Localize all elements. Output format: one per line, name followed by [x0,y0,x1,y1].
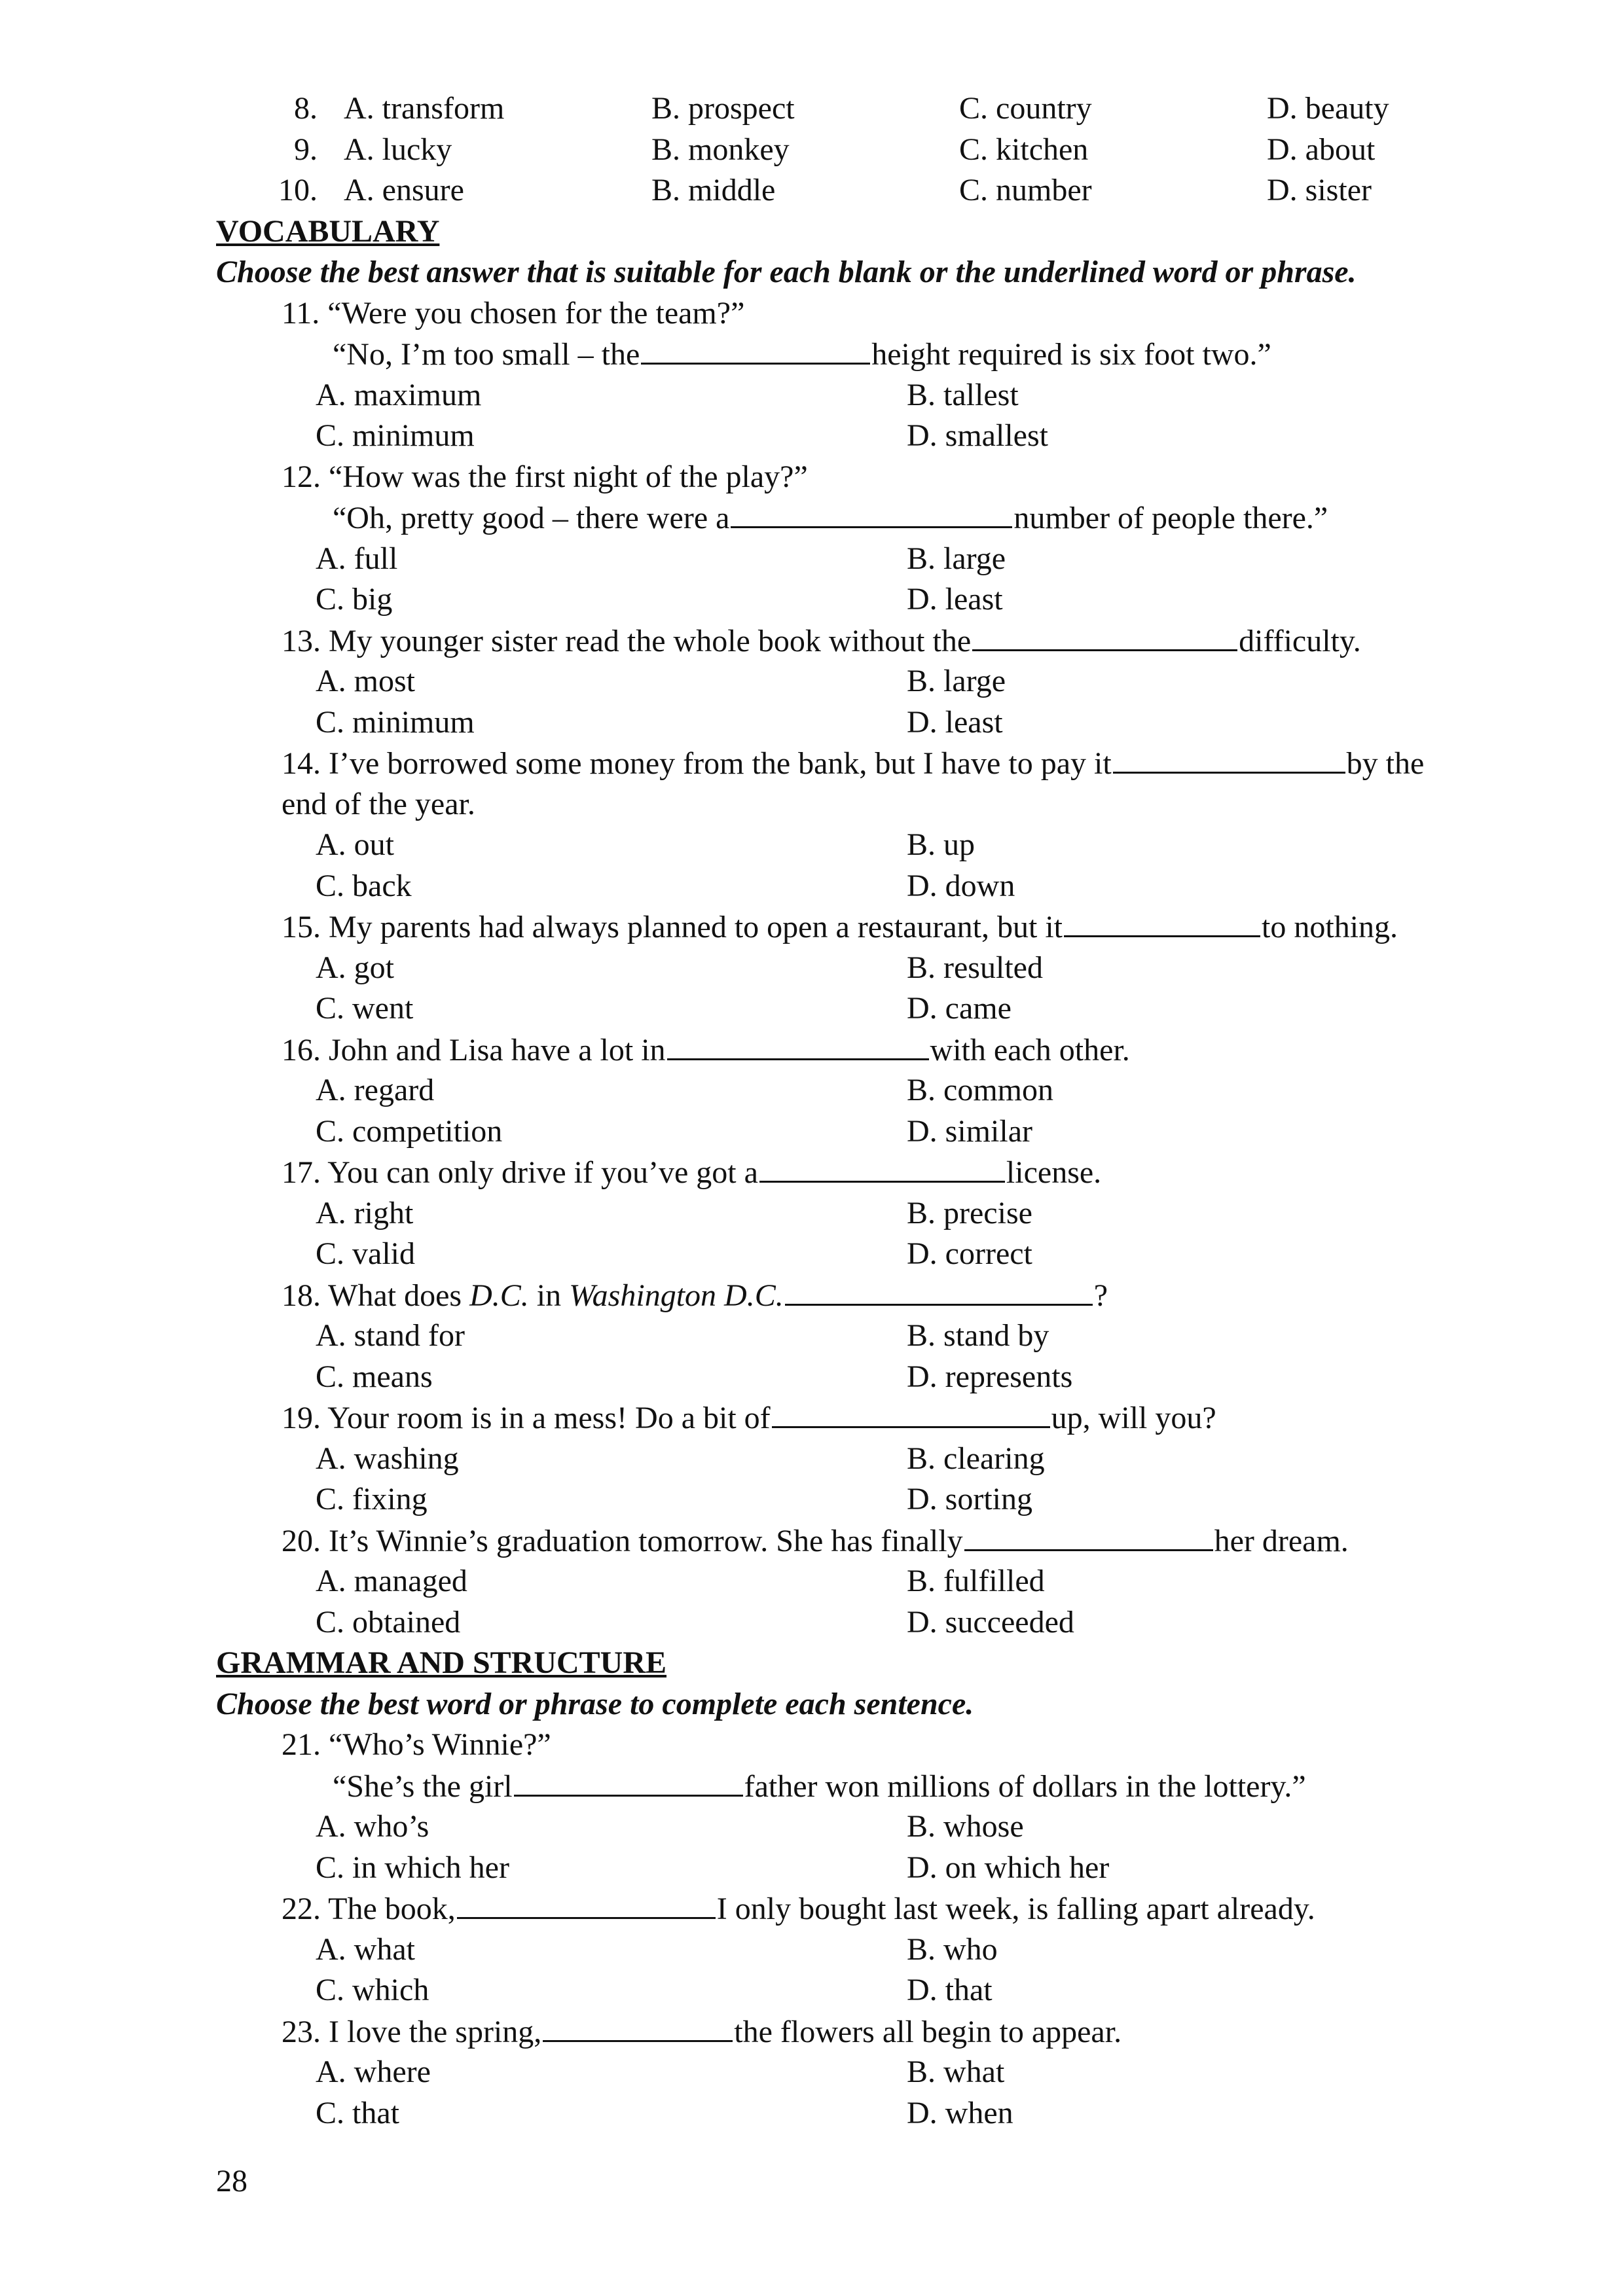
option-c: C. valid [316,1236,415,1271]
option-b: B. tallest [907,377,1019,412]
option-c: C. country [959,91,1092,126]
option-d: D. on which her [907,1850,1110,1885]
question-text-after: father won millions of dollars in the lottery.” [744,1768,1306,1804]
answer-blank [964,1520,1213,1551]
option-a: A. washing [316,1441,459,1476]
question-text [333,1766,1306,1808]
options-row [216,1234,1578,1275]
option-b: B. fulfilled [907,1564,1045,1598]
question-text-before: 20. It’s Winnie’s graduation tomorrow. She has finally [282,1523,963,1558]
options-row [216,1479,1578,1520]
option-d: D. least [907,582,1003,617]
question-text [282,1520,1349,1562]
question-text-after: by the [1346,746,1425,781]
option-a: A. managed [316,1564,467,1598]
option-b: B. whose [907,1809,1024,1844]
options-row [216,702,1578,744]
option-b: B. who [907,1931,998,1967]
answer-blank [1113,743,1345,774]
question-text-after: license. [1006,1155,1102,1190]
question-text-after: up, will you? [1051,1401,1216,1435]
option-b: B. resulted [907,950,1043,985]
section-heading-row [216,211,1578,253]
question-text: 21. “Who’s Winnie?” [282,1727,551,1762]
options-row [216,2052,1578,2093]
question-11-line2 [216,334,1578,375]
option-a: A. who’s [316,1809,429,1844]
question-text [282,2011,1122,2053]
option-c: C. which [316,1973,429,2007]
vocabulary-instruction: Choose the best answer that is suitable for each blank or the underlined word or phrase. [216,255,1357,289]
question-22 [216,1888,1578,1929]
option-d: D. beauty [1267,91,1389,126]
question-text [282,1152,1101,1194]
question-text-before: 16. John and Lisa have a lot in [282,1032,666,1067]
options-row [216,1357,1578,1398]
option-b: B. clearing [907,1441,1045,1476]
question-17 [216,1152,1578,1193]
question-19 [216,1397,1578,1439]
option-c: C. went [316,991,414,1026]
question-text [282,1888,1315,1930]
answer-blank [1064,906,1260,937]
question-text-middle: in [528,1278,570,1313]
option-a: A. regard [316,1073,435,1107]
option-d: D. smallest [907,418,1048,453]
option-b: B. common [907,1073,1053,1107]
question-23 [216,2011,1578,2053]
question-number: 8. [294,91,318,126]
question-text-before: “She’s the girl [333,1768,513,1804]
page-content [216,88,1578,2134]
option-c: C. in which her [316,1850,509,1885]
question-21-line2 [216,1766,1578,1807]
options-row [216,1848,1578,1889]
option-d: D. represents [907,1359,1073,1394]
question-12-line2 [216,497,1578,539]
question-text-before: 23. I love the spring, [282,2014,542,2049]
option-d: D. correct [907,1236,1032,1271]
option-c: C. big [316,582,393,617]
question-text-after: to nothing. [1262,910,1398,944]
section-heading-grammar: GRAMMAR AND STRUCTURE [216,1645,667,1680]
option-b: B. precise [907,1195,1032,1230]
option-b: B. stand by [907,1318,1049,1353]
option-b: B. middle [651,173,776,207]
options-row [216,1070,1578,1111]
question-text-after: number of people there.” [1013,501,1328,535]
question-text-after: difficulty. [1239,623,1361,658]
option-c: C. minimum [316,418,475,453]
question-row-8 [216,88,1578,130]
question-text-before: “Oh, pretty good – there were a [333,501,730,535]
question-text [282,1275,1108,1317]
option-d: D. came [907,991,1012,1026]
question-text [282,1397,1216,1439]
question-text: 11. “Were you chosen for the team?” [282,295,745,331]
question-text-after: height required is six foot two.” [871,337,1271,372]
question-text [282,620,1361,662]
options-row [216,416,1578,457]
option-b: B. large [907,541,1006,576]
answer-blank [772,1397,1050,1428]
question-16 [216,1030,1578,1071]
question-text-before: 18. What does [282,1278,470,1313]
option-b: B. large [907,664,1006,698]
option-a: A. maximum [316,377,482,412]
options-row [216,1602,1578,1643]
option-d: D. least [907,704,1003,740]
options-row [216,539,1578,580]
options-row [216,375,1578,416]
answer-blank [457,1888,716,1919]
options-row [216,2093,1578,2134]
option-a: A. where [316,2054,431,2089]
grammar-instruction: Choose the best word or phrase to complete each sentence. [216,1686,974,1721]
option-a: A. got [316,950,394,985]
option-a: A. what [316,1931,415,1967]
options-row [216,579,1578,620]
option-a: A. full [316,541,398,576]
option-d: D. succeeded [907,1604,1074,1640]
section-heading-row [216,1643,1578,1684]
option-c: C. kitchen [959,132,1089,167]
question-text: 12. “How was the first night of the play?” [282,459,808,494]
options-row [216,1439,1578,1480]
answer-blank [543,2011,733,2042]
option-c: C. back [316,868,412,903]
question-11-line1 [216,293,1578,334]
option-c: C. obtained [316,1604,461,1640]
question-text-after: the flowers all begin to appear. [734,2014,1122,2049]
question-row-10 [216,170,1578,211]
page-number: 28 [216,2164,247,2198]
question-text-before: 14. I’ve borrowed some money from the bank, but I have to pay it [282,746,1112,781]
options-row [216,1929,1578,1971]
options-row [216,988,1578,1030]
options-row [216,825,1578,866]
question-text [333,334,1271,376]
question-text [282,1030,1130,1071]
answer-blank [785,1275,1093,1306]
option-d: D. down [907,868,1015,903]
answer-blank [759,1152,1005,1183]
option-b: B. up [907,827,976,862]
options-row [216,948,1578,989]
option-d: D. sister [1267,173,1372,207]
question-14-line1 [216,743,1578,784]
option-c: C. that [316,2095,399,2130]
question-text-before: “No, I’m too small – the [333,337,640,372]
option-a: A. right [316,1195,414,1230]
question-18 [216,1275,1578,1316]
option-d: D. when [907,2095,1013,2130]
option-d: D. that [907,1973,993,2007]
question-text-after: I only bought last week, is falling apart already. [716,1892,1315,1926]
option-a: A. most [316,664,416,698]
options-row [216,866,1578,907]
question-21-line1 [216,1725,1578,1766]
option-c: C. competition [316,1113,503,1149]
question-text-before: 17. You can only drive if you’ve got a [282,1155,758,1190]
question-row-9 [216,130,1578,171]
question-text-after: with each other. [930,1032,1130,1067]
option-a: A. out [316,827,394,862]
question-text [282,906,1398,948]
option-a: A. lucky [344,132,452,167]
options-row [216,661,1578,702]
options-row [216,1806,1578,1848]
section-heading-vocabulary: VOCABULARY [216,213,440,249]
question-14-line2 [216,784,1578,825]
answer-blank [731,497,1012,528]
answer-blank [667,1030,929,1060]
instruction-row [216,252,1578,293]
question-number: 9. [294,132,318,167]
question-text [333,497,1328,539]
question-20 [216,1520,1578,1562]
option-d: D. similar [907,1113,1032,1149]
option-c: C. minimum [316,704,475,740]
question-text-continued: end of the year. [282,786,475,821]
question-number: 10. [278,173,318,207]
question-12-line1 [216,457,1578,498]
question-text-before: 15. My parents had always planned to open a restaurant, but it [282,910,1063,944]
question-13 [216,620,1578,662]
italic-term: Washington D.C. [569,1278,784,1313]
option-b: B. prospect [651,91,795,126]
question-text-before: 19. Your room is in a mess! Do a bit of [282,1401,771,1435]
answer-blank [641,334,870,365]
option-a: A. transform [344,91,505,126]
options-row [216,1193,1578,1234]
option-c: C. number [959,173,1092,207]
option-c: C. means [316,1359,433,1394]
question-text-after: her dream. [1214,1523,1349,1558]
options-row [216,1970,1578,2011]
options-row [216,1316,1578,1357]
answer-blank [514,1766,743,1797]
option-b: B. monkey [651,132,790,167]
question-text-after: ? [1093,1278,1108,1313]
answer-blank [972,620,1237,651]
italic-term: D.C. [469,1278,529,1313]
question-15 [216,906,1578,948]
question-text [282,743,1424,785]
question-text-before: 13. My younger sister read the whole book without the [282,623,972,658]
instruction-row [216,1684,1578,1725]
question-text-before: 22. The book, [282,1892,456,1926]
option-a: A. stand for [316,1318,465,1353]
option-d: D. about [1267,132,1376,167]
options-row [216,1561,1578,1602]
option-d: D. sorting [907,1482,1032,1516]
option-b: B. what [907,2054,1005,2089]
option-c: C. fixing [316,1482,428,1516]
options-row [216,1111,1578,1153]
option-a: A. ensure [344,173,464,207]
